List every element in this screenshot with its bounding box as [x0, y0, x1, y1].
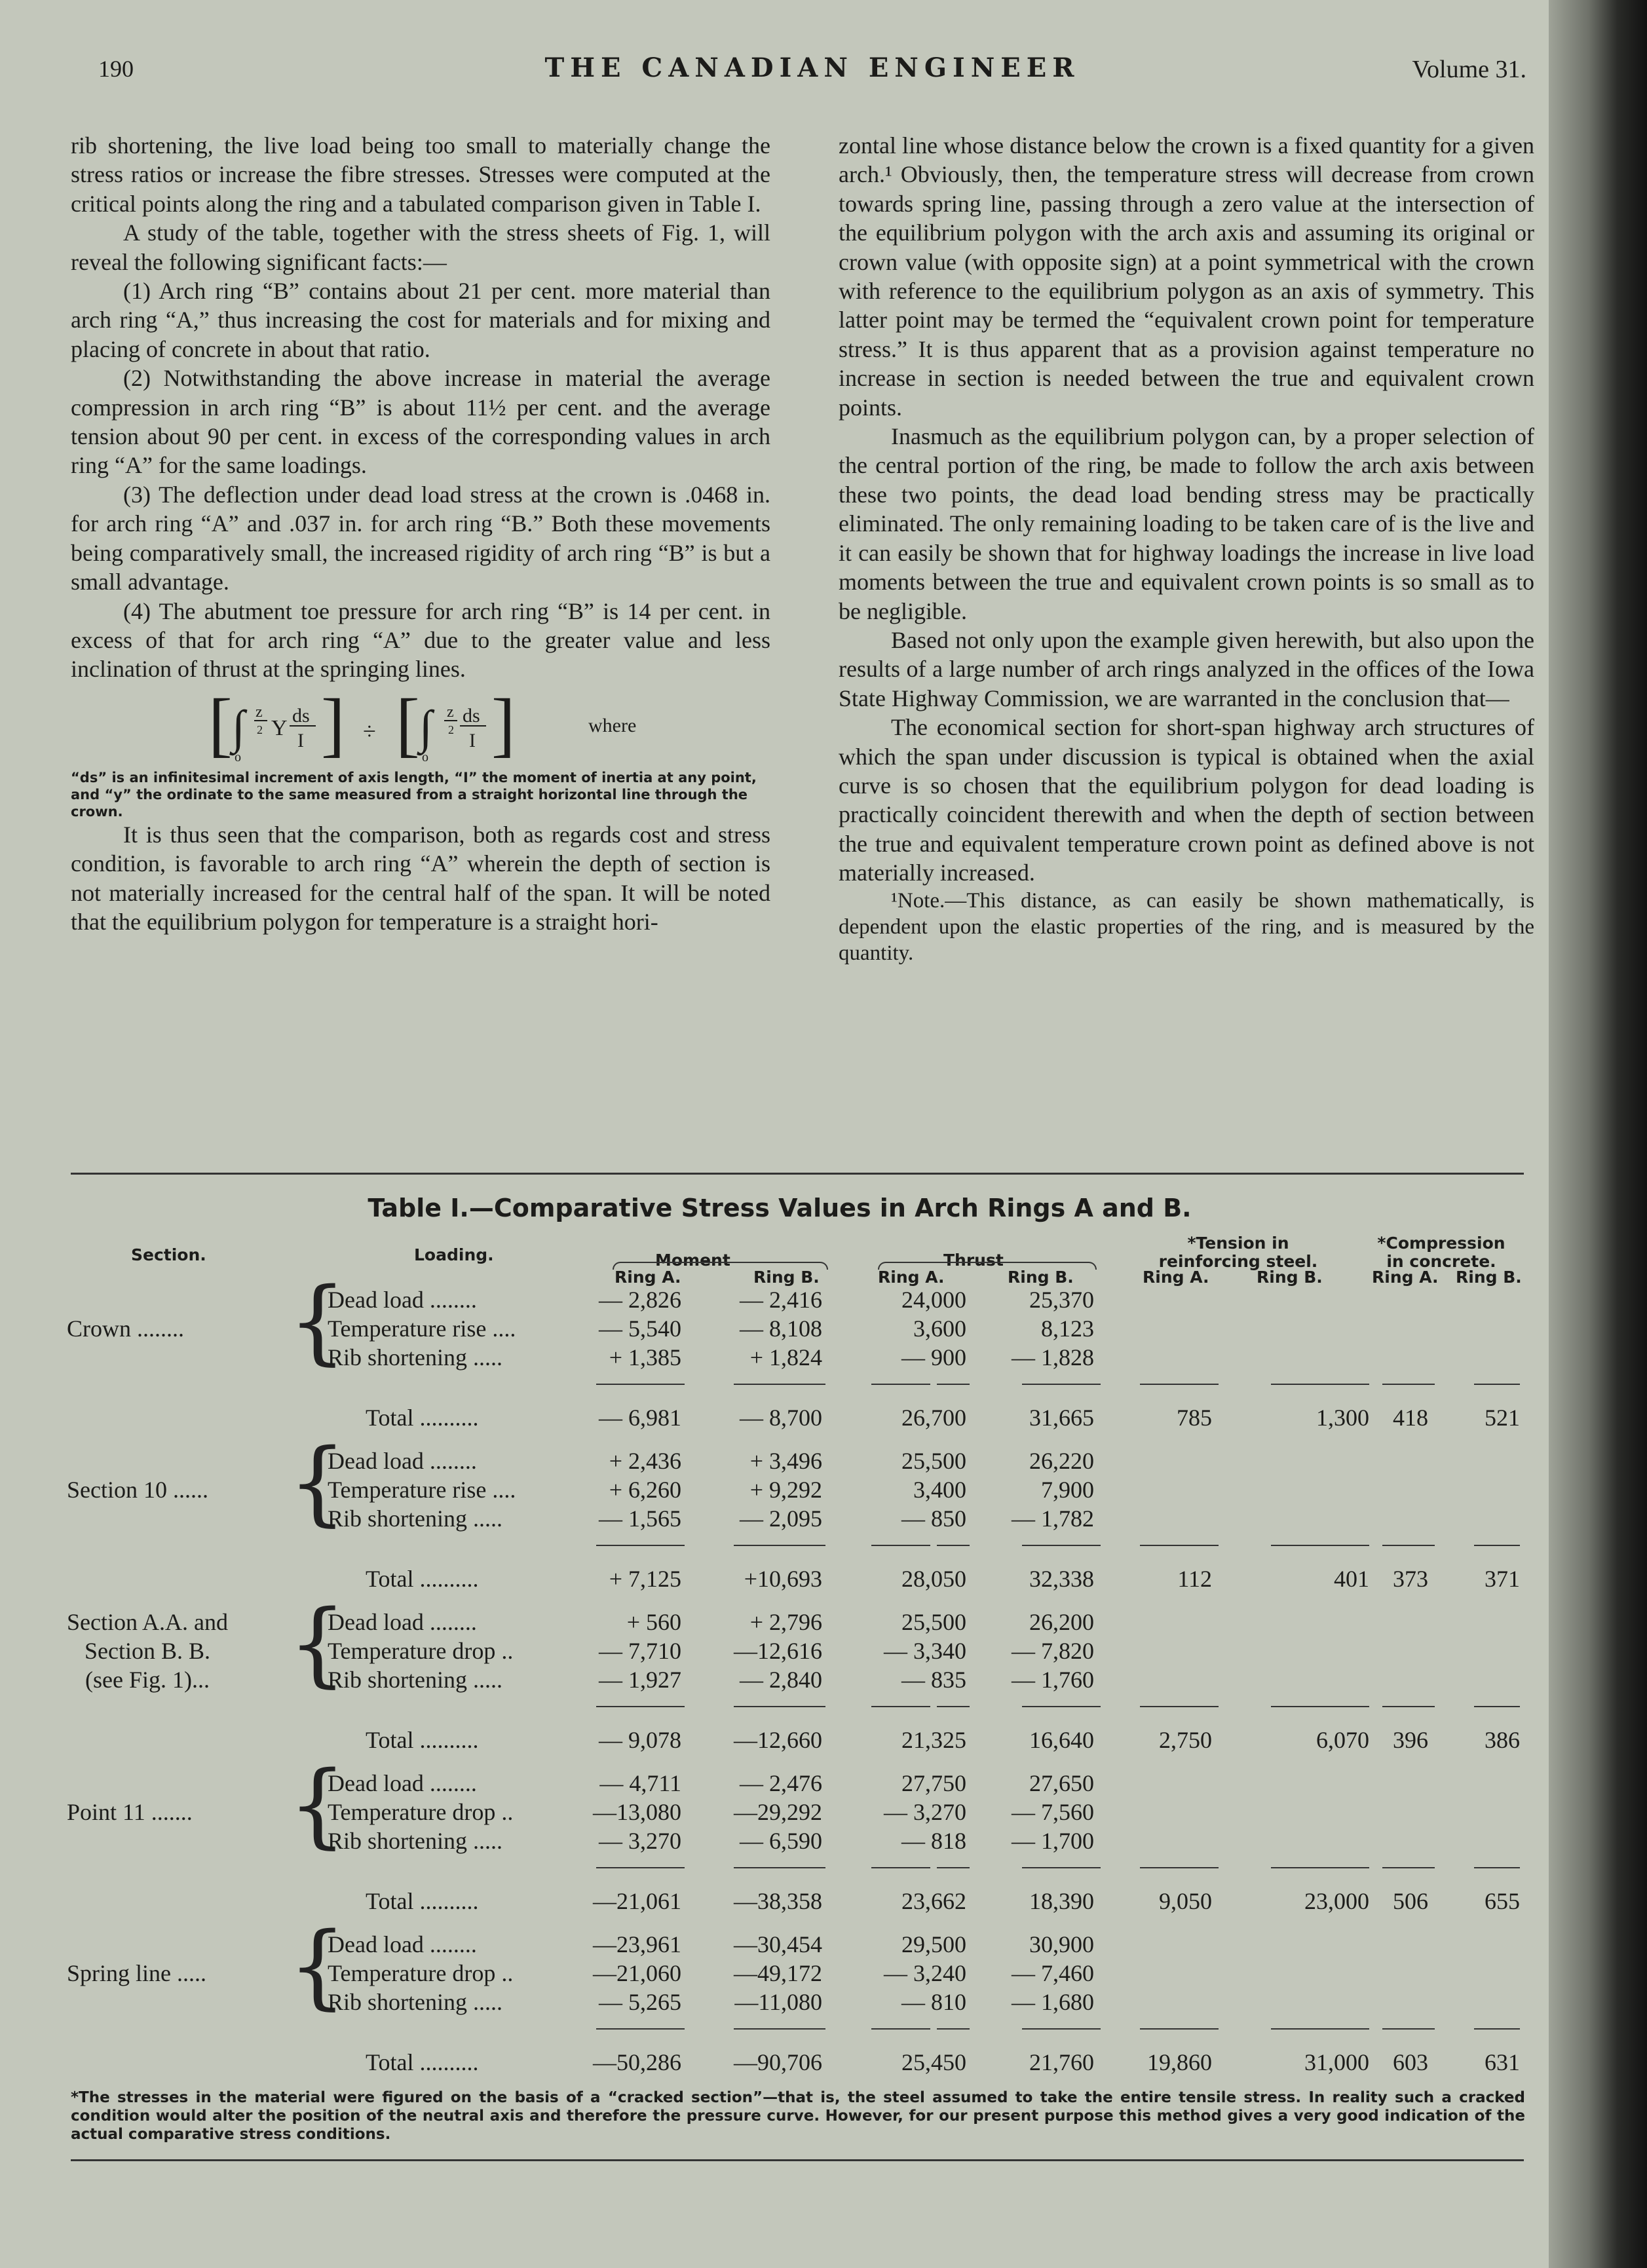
total-separator: [937, 1706, 970, 1707]
thrust-ring-b: 26,220: [1029, 1448, 1094, 1474]
header-compression: *Compression in concrete.: [1377, 1234, 1505, 1271]
header-ring-b: Ring B.: [1008, 1268, 1074, 1287]
row-brace: {: [288, 1913, 347, 2020]
thrust-ring-a: — 850: [901, 1505, 966, 1532]
thrust-ring-b: 25,370: [1029, 1287, 1094, 1313]
total-tension-ring-a: 2,750: [1159, 1727, 1212, 1753]
loading-label: Rib shortening .....: [328, 1505, 502, 1532]
header-ring-b: Ring B.: [1257, 1268, 1323, 1287]
total-separator: [1474, 1706, 1520, 1707]
svg-text:2: 2: [448, 723, 454, 736]
total-thrust-ring-b: 31,665: [1029, 1405, 1094, 1431]
total-separator: [596, 1384, 685, 1385]
loading-label: Dead load ........: [328, 1931, 477, 1957]
divider-rule: [71, 1173, 1524, 1175]
thrust-ring-b: — 7,460: [1012, 1960, 1094, 1986]
total-label: Total ..........: [366, 2049, 479, 2075]
header-ring-a: Ring A.: [1143, 1268, 1209, 1287]
header-ring-b: Ring B.: [753, 1268, 820, 1287]
formula: [71, 688, 770, 766]
total-separator: [1140, 1545, 1219, 1546]
svg-text:[: [: [208, 687, 233, 764]
total-separator: [734, 2028, 825, 2030]
total-separator: [1382, 1867, 1435, 1868]
moment-ring-a: + 2,436: [609, 1448, 681, 1474]
total-tension-ring-b: 6,070: [1316, 1727, 1369, 1753]
thrust-ring-a: — 3,340: [884, 1638, 966, 1664]
total-thrust-ring-b: 16,640: [1029, 1727, 1094, 1753]
moment-ring-b: — 6,590: [740, 1828, 822, 1854]
total-separator: [1022, 1867, 1101, 1868]
moment-ring-b: —12,616: [734, 1638, 822, 1664]
total-compression-ring-b: 521: [1485, 1405, 1520, 1431]
row-brace: {: [288, 1752, 347, 1859]
book-spine: [1549, 0, 1647, 2268]
total-separator: [734, 1867, 825, 1868]
total-compression-ring-b: 386: [1485, 1727, 1520, 1753]
loading-label: Temperature rise ....: [328, 1315, 516, 1342]
header-loading: Loading.: [414, 1245, 494, 1264]
svg-text:ds: ds: [292, 704, 310, 727]
moment-ring-a: — 7,710: [599, 1638, 681, 1664]
total-separator: [596, 1867, 685, 1868]
moment-ring-a: —21,060: [593, 1960, 681, 1986]
total-tension-ring-b: 23,000: [1304, 1888, 1369, 1914]
total-thrust-ring-b: 32,338: [1029, 1566, 1094, 1592]
loading-label: Temperature drop ..: [328, 1638, 514, 1664]
svg-text:ds: ds: [463, 704, 480, 727]
section-label: Crown ........: [67, 1315, 184, 1342]
loading-label: Dead load ........: [328, 1448, 477, 1474]
total-label: Total ..........: [366, 1405, 479, 1431]
svg-text:÷: ÷: [363, 717, 376, 744]
total-thrust-ring-a: 26,700: [901, 1405, 966, 1431]
section-label: Section A.A. and Section B. B. (see Fig. 1)...: [67, 1609, 228, 1693]
total-separator: [871, 1384, 930, 1385]
paragraph: The economical section for short-span highway arch structures of which the span under discussion is typical is obtained when the axial curve is so chosen that the equilibrium polygon for dead loading is practically coincident therewith and when the depth of section between the true and equivalent temperature crown point as defined above is not materially increased.: [839, 714, 1534, 886]
moment-ring-b: —11,080: [734, 1989, 822, 2015]
page-header: [98, 52, 1526, 92]
paragraph: Inasmuch as the equilibrium polygon can, by a proper selection of the central portion of the ring, be made to follow the arch axis between these two points, the dead load bending stress may be practically eliminated. The only remaining loading to be taken care of is the live and it can easily be shown that for highway loadings the increase in live load moments between the true and equivalent crown points is so small as to be negligible.: [839, 423, 1534, 624]
paragraph: (3) The deflection under dead load stress at the crown is .0468 in. for arch ring “A” and .037 in. for arch ring “B.” Both these movements being comparatively small, the increased rigidity of arch ring “B” is but a small advantage.: [71, 481, 770, 595]
loading-label: Rib shortening .....: [328, 1344, 502, 1370]
table-footnote: *The stresses in the material were figured on the basis of a “cracked section”—that is, the steel assumed to take the entire tensile stress. In reality such a cracked condition would alter the position of the neutral axis and therefore the pressure curve. However, for our present purpose this method gives a very good indication of the actual comparative stress conditions.: [71, 2089, 1525, 2143]
header-ring-b: Ring B.: [1456, 1268, 1522, 1287]
total-separator: [1022, 2028, 1101, 2030]
header-ring-a: Ring A.: [615, 1268, 681, 1287]
total-compression-ring-b: 371: [1485, 1566, 1520, 1592]
thrust-ring-a: — 3,270: [884, 1799, 966, 1825]
total-separator: [871, 2028, 930, 2030]
left-column: [71, 131, 770, 936]
moment-ring-b: —30,454: [734, 1931, 822, 1957]
thrust-ring-a: — 900: [901, 1344, 966, 1370]
total-separator: [871, 1545, 930, 1546]
thrust-ring-a: — 810: [901, 1989, 966, 2015]
total-compression-ring-a: 373: [1393, 1566, 1428, 1592]
total-separator: [871, 1706, 930, 1707]
total-separator: [1474, 1384, 1520, 1385]
loading-label: Temperature drop ..: [328, 1799, 514, 1825]
total-moment-ring-b: —38,358: [734, 1888, 822, 1914]
moment-ring-a: — 2,826: [599, 1287, 681, 1313]
total-moment-ring-b: — 8,700: [740, 1405, 822, 1431]
total-moment-ring-a: —50,286: [593, 2049, 681, 2075]
total-tension-ring-a: 112: [1177, 1566, 1212, 1592]
section-label: Point 11 .......: [67, 1799, 193, 1825]
total-thrust-ring-b: 18,390: [1029, 1888, 1094, 1914]
moment-ring-a: — 4,711: [599, 1770, 681, 1796]
thrust-ring-a: — 835: [901, 1667, 966, 1693]
total-tension-ring-b: 1,300: [1316, 1405, 1369, 1431]
journal-title: THE CANADIAN ENGINEER: [544, 52, 1080, 83]
thrust-ring-b: 30,900: [1029, 1931, 1094, 1957]
total-separator: [1140, 1384, 1219, 1385]
svg-text:]: ]: [491, 687, 516, 764]
thrust-ring-b: — 1,828: [1012, 1344, 1094, 1370]
total-separator: [1140, 1706, 1219, 1707]
thrust-ring-b: 26,200: [1029, 1609, 1094, 1635]
thrust-ring-a: — 818: [901, 1828, 966, 1854]
total-separator: [1022, 1545, 1101, 1546]
total-thrust-ring-a: 25,450: [901, 2049, 966, 2075]
moment-ring-b: — 2,840: [740, 1667, 822, 1693]
paragraph: (1) Arch ring “B” contains about 21 per cent. more material than arch ring “A,” thus increasing the cost for materials and for mixing and placing of concrete in about that ratio.: [71, 278, 770, 362]
formula-note: “ds” is an infinitesimal increment of axis length, “I” the moment of inertia at any point, and “y” the ordinate to the same measured from a straight horizontal line through the crown.: [71, 769, 757, 820]
header-ring-a: Ring A.: [1372, 1268, 1439, 1287]
moment-ring-a: + 560: [626, 1609, 681, 1635]
moment-ring-b: —29,292: [734, 1799, 822, 1825]
header-section: Section.: [131, 1245, 206, 1264]
moment-ring-a: — 1,565: [599, 1505, 681, 1532]
total-separator: [1140, 1867, 1219, 1868]
total-separator: [1271, 1706, 1369, 1707]
paragraph: It is thus seen that the comparison, both as regards cost and stress condition, is favorable to arch ring “A” wherein the depth of section is not materially increased for the central half of the span. It will be noted that the equilibrium polygon for temperature is a straight hori-: [71, 821, 770, 935]
thrust-ring-a: 29,500: [901, 1931, 966, 1957]
svg-text:2: 2: [257, 723, 263, 736]
total-label: Total ..........: [366, 1566, 479, 1592]
total-label: Total ..........: [366, 1727, 479, 1753]
total-separator: [1271, 1384, 1369, 1385]
loading-label: Temperature drop ..: [328, 1960, 514, 1986]
moment-ring-b: — 8,108: [740, 1315, 822, 1342]
thrust-ring-b: — 7,560: [1012, 1799, 1094, 1825]
formula-where: where: [588, 714, 637, 736]
total-separator: [1271, 2028, 1369, 2030]
total-separator: [1022, 1706, 1101, 1707]
total-separator: [734, 1384, 825, 1385]
total-moment-ring-a: —21,061: [593, 1888, 681, 1914]
total-separator: [1474, 1867, 1520, 1868]
total-compression-ring-b: 631: [1485, 2049, 1520, 2075]
total-moment-ring-a: — 6,981: [599, 1405, 681, 1431]
paragraph: Based not only upon the example given herewith, but also upon the results of a large number of arch rings analyzed in the offices of the Iowa State Highway Commission, we are warranted in the conclusion that—: [839, 626, 1534, 711]
svg-text:Y: Y: [271, 715, 288, 740]
moment-ring-a: — 5,540: [599, 1315, 681, 1342]
svg-text:∫: ∫: [232, 700, 245, 753]
svg-text:[: [: [396, 687, 420, 764]
total-moment-ring-b: —90,706: [734, 2049, 822, 2075]
total-separator: [871, 1867, 930, 1868]
header-moment: Moment: [655, 1251, 730, 1270]
total-compression-ring-a: 418: [1393, 1405, 1428, 1431]
total-separator: [1022, 1384, 1101, 1385]
thrust-ring-a: — 3,240: [884, 1960, 966, 1986]
total-moment-ring-b: +10,693: [744, 1566, 822, 1592]
moment-ring-b: + 9,292: [749, 1477, 822, 1503]
thrust-ring-a: 3,400: [913, 1477, 966, 1503]
total-separator: [1271, 1867, 1369, 1868]
svg-text:o: o: [235, 749, 241, 765]
total-separator: [937, 1867, 970, 1868]
moment-ring-b: + 1,824: [749, 1344, 822, 1370]
total-separator: [596, 2028, 685, 2030]
column-footnote: ¹Note.—This distance, as can easily be shown mathematically, is dependent upon the elastic properties of the ring, and is measured by the quantity.: [839, 888, 1534, 965]
thrust-ring-b: — 1,680: [1012, 1989, 1094, 2015]
svg-text:]: ]: [321, 687, 345, 764]
thrust-ring-b: — 1,782: [1012, 1505, 1094, 1532]
total-moment-ring-b: —12,660: [734, 1727, 822, 1753]
header-brace-line: [613, 1262, 828, 1270]
header-thrust: Thrust: [943, 1251, 1004, 1270]
thrust-ring-a: 25,500: [901, 1448, 966, 1474]
total-compression-ring-a: 396: [1393, 1727, 1428, 1753]
thrust-ring-b: 7,900: [1041, 1477, 1094, 1503]
total-separator: [596, 1706, 685, 1707]
moment-ring-a: + 6,260: [609, 1477, 681, 1503]
thrust-ring-b: 27,650: [1029, 1770, 1094, 1796]
thrust-ring-a: 25,500: [901, 1609, 966, 1635]
total-separator: [937, 1384, 970, 1385]
total-tension-ring-a: 785: [1177, 1405, 1212, 1431]
total-separator: [1382, 1545, 1435, 1546]
loading-label: Rib shortening .....: [328, 1989, 502, 2015]
paragraph: A study of the table, together with the stress sheets of Fig. 1, will reveal the following significant facts:—: [71, 219, 770, 275]
paragraph: (4) The abutment toe pressure for arch ring “B” is 14 per cent. in excess of that for arch ring “A” due to the greater value and less inclination of thrust at the springing lines.: [71, 597, 770, 683]
loading-label: Dead load ........: [328, 1609, 477, 1635]
moment-ring-b: + 3,496: [749, 1448, 822, 1474]
total-separator: [1140, 2028, 1219, 2030]
svg-text:∫: ∫: [419, 700, 432, 753]
svg-text:z: z: [447, 703, 454, 721]
total-compression-ring-a: 603: [1393, 2049, 1428, 2075]
moment-ring-a: — 5,265: [599, 1989, 681, 2015]
total-compression-ring-a: 506: [1393, 1888, 1428, 1914]
moment-ring-a: + 1,385: [609, 1344, 681, 1370]
thrust-ring-b: 8,123: [1041, 1315, 1094, 1342]
loading-label: Dead load ........: [328, 1287, 477, 1313]
total-moment-ring-a: — 9,078: [599, 1727, 681, 1753]
header-ring-a: Ring A.: [878, 1268, 945, 1287]
page-number: 190: [98, 56, 134, 82]
total-thrust-ring-a: 23,662: [901, 1888, 966, 1914]
volume-label: Volume 31.: [1412, 56, 1526, 83]
total-separator: [734, 1545, 825, 1546]
total-separator: [1382, 2028, 1435, 2030]
moment-ring-b: — 2,416: [740, 1287, 822, 1313]
table-title: Table I.—Comparative Stress Values in Arch Rings A and B.: [368, 1194, 1192, 1222]
svg-text:z: z: [256, 703, 263, 721]
total-tension-ring-b: 31,000: [1304, 2049, 1369, 2075]
total-thrust-ring-a: 28,050: [901, 1566, 966, 1592]
total-separator: [937, 2028, 970, 2030]
paragraph: (2) Notwithstanding the above increase in material the average compression in arch ring “B” is about 11½ per cent. and the average tension about 90 per cent. in excess of the corresponding values in arch ring “A” for the same loadings.: [71, 365, 770, 479]
total-tension-ring-a: 9,050: [1159, 1888, 1212, 1914]
header-tension: *Tension in reinforcing steel.: [1158, 1234, 1318, 1271]
thrust-ring-b: — 7,820: [1012, 1638, 1094, 1664]
thrust-ring-a: 27,750: [901, 1770, 966, 1796]
row-brace: {: [288, 1591, 347, 1697]
total-label: Total ..........: [366, 1888, 479, 1914]
loading-label: Temperature rise ....: [328, 1477, 516, 1503]
total-moment-ring-a: + 7,125: [609, 1566, 681, 1592]
total-compression-ring-b: 655: [1485, 1888, 1520, 1914]
total-thrust-ring-b: 21,760: [1029, 2049, 1094, 2075]
loading-label: Rib shortening .....: [328, 1828, 502, 1854]
header-brace-line: [878, 1262, 1097, 1270]
moment-ring-b: — 2,476: [740, 1770, 822, 1796]
total-separator: [1474, 2028, 1520, 2030]
total-thrust-ring-a: 21,325: [901, 1727, 966, 1753]
paragraph: zontal line whose distance below the crown is a fixed quantity for a given arch.¹ Obviously, then, the temperature stress will decrease from crown towards spring line, passing through a zero value at the intersection of the equilibrium polygon with the arch axis and assuming its original or crown value (with opposite sign) at a point symmetrical with the crown with reference to the equilibrium polygon as an axis of symmetry. This latter point may be termed the “equivalent crown point for temperature stress.” It is thus apparent that as a provision against temperature no increase in section is needed between the true and equivalent crown points.: [839, 132, 1534, 421]
moment-ring-b: + 2,796: [749, 1609, 822, 1635]
section-label: Spring line .....: [67, 1960, 206, 1986]
loading-label: Dead load ........: [328, 1770, 477, 1796]
svg-text:I: I: [469, 729, 476, 751]
total-separator: [1474, 1545, 1520, 1546]
svg-text:o: o: [422, 749, 428, 765]
paragraph: rib shortening, the live load being too small to materially change the stress ratios or increase the fibre stresses. Stresses were computed at the critical points along the ring and a tabulated comparison given in Table I.: [71, 132, 770, 217]
total-separator: [1382, 1706, 1435, 1707]
total-separator: [596, 1545, 685, 1546]
moment-ring-b: — 2,095: [740, 1505, 822, 1532]
total-separator: [734, 1706, 825, 1707]
thrust-ring-b: — 1,760: [1012, 1667, 1094, 1693]
svg-text:I: I: [297, 729, 304, 751]
bottom-rule: [71, 2159, 1524, 2161]
total-separator: [937, 1545, 970, 1546]
right-column: [839, 131, 1534, 966]
moment-ring-a: —13,080: [593, 1799, 681, 1825]
row-brace: {: [288, 1268, 347, 1375]
total-tension-ring-a: 19,860: [1147, 2049, 1212, 2075]
section-label: Section 10 ......: [67, 1477, 208, 1503]
moment-ring-b: —49,172: [734, 1960, 822, 1986]
thrust-ring-b: — 1,700: [1012, 1828, 1094, 1854]
loading-label: Rib shortening .....: [328, 1667, 502, 1693]
moment-ring-a: —23,961: [593, 1931, 681, 1957]
moment-ring-a: — 1,927: [599, 1667, 681, 1693]
total-separator: [1382, 1384, 1435, 1385]
row-brace: {: [288, 1429, 347, 1536]
moment-ring-a: — 3,270: [599, 1828, 681, 1854]
total-separator: [1271, 1545, 1369, 1546]
thrust-ring-a: 3,600: [913, 1315, 966, 1342]
thrust-ring-a: 24,000: [901, 1287, 966, 1313]
total-tension-ring-b: 401: [1334, 1566, 1369, 1592]
